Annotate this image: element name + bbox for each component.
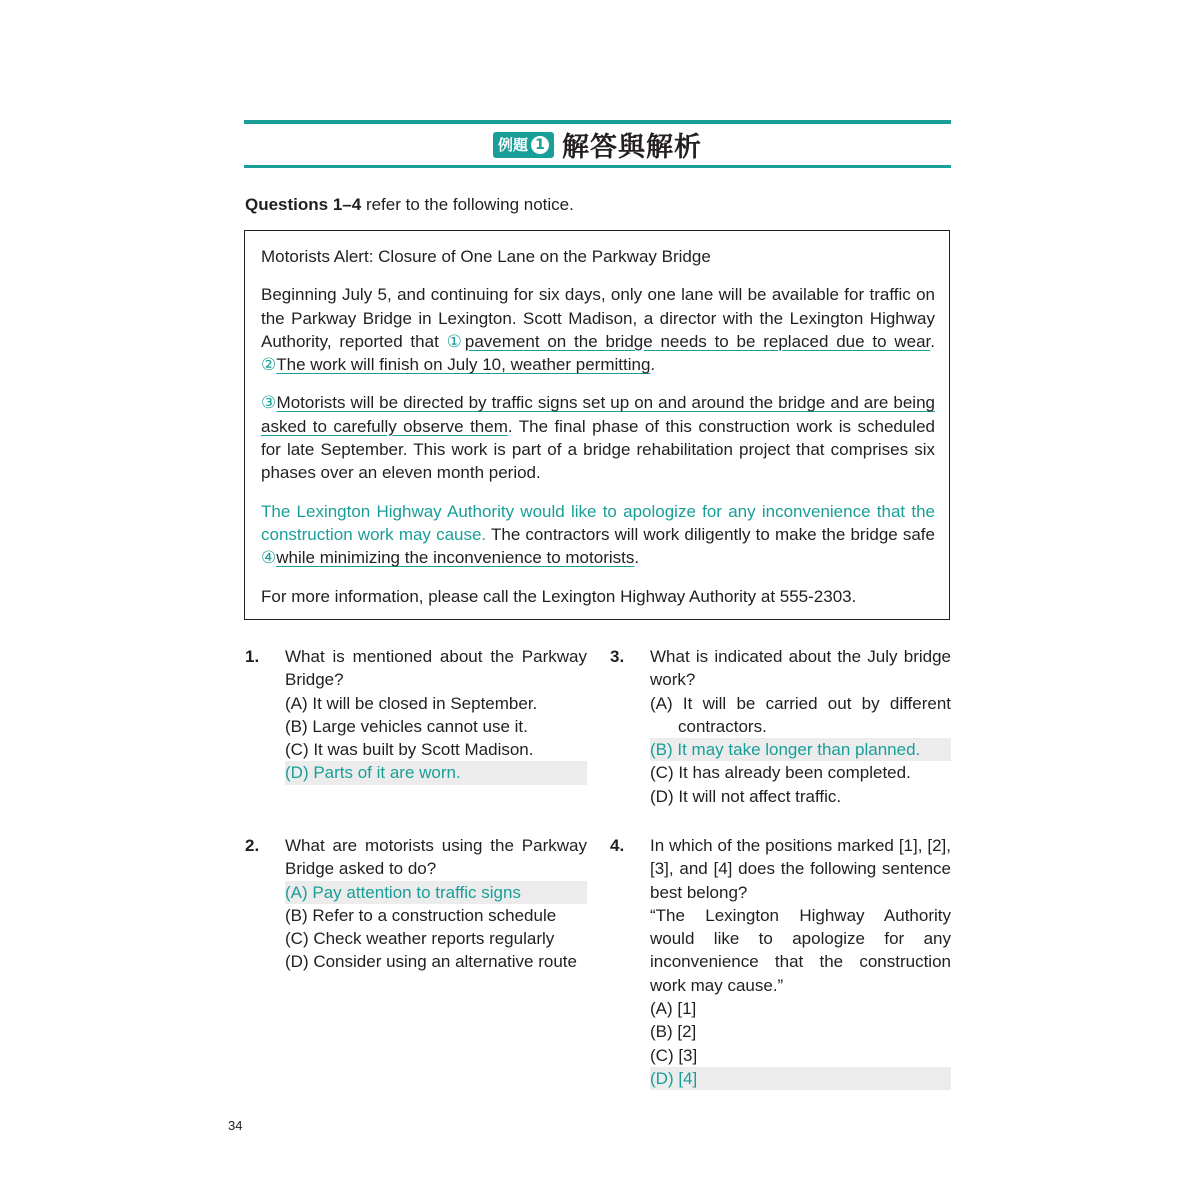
option-a-answer[interactable]: (A) Pay attention to traffic signs	[285, 881, 587, 904]
option-b[interactable]: (B) Refer to a construction schedule	[285, 905, 557, 925]
notice-paragraph-3: The Lexington Highway Authority would like to apologize for any inconvenience that the construction work may cause. The contractors will work diligently to make the bridge safe ④while minimizing the inconvenience to motorists.	[261, 501, 935, 568]
option-c[interactable]: (C) [3]	[650, 1045, 698, 1065]
option-a[interactable]: (A) It will be carried out by different contractors.	[650, 693, 951, 736]
option-d-answer[interactable]: (D) [4]	[650, 1067, 951, 1090]
notice-paragraph-1: Beginning July 5, and continuing for six days, only one lane will be available for traffic on the Parkway Bridge in Lexington. Scott Madison, a director with the Lexington Highway Authority, reported that ①pavement on the bridge needs to be replaced due to wear. ②The work will finish on July 10, weather permitting.	[261, 285, 935, 375]
section-title: 解答與解析	[562, 132, 702, 163]
notice-box	[244, 230, 950, 620]
underlined-clue-2: The work will finish on July 10, weather permitting	[276, 355, 651, 375]
example-badge-label: 例題	[497, 136, 528, 154]
question-number: 3.	[610, 647, 625, 666]
option-c[interactable]: (C) It has already been completed.	[650, 763, 911, 783]
notice-contact: For more information, please call the Lexington Highway Authority at 555-2303.	[261, 586, 857, 606]
questions-range: Questions 1–4	[245, 195, 362, 214]
marker-3: ③	[261, 393, 277, 413]
option-a[interactable]: (A) [1]	[650, 999, 697, 1019]
option-c[interactable]: (C) Check weather reports regularly	[285, 929, 555, 949]
question-number: 4.	[610, 836, 625, 855]
option-d[interactable]: (D) It will not affect traffic.	[650, 786, 842, 806]
option-b[interactable]: (B) Large vehicles cannot use it.	[285, 716, 528, 736]
underlined-clue-1: pavement on the bridge needs to be replaced due to wear	[464, 331, 931, 351]
question-number: 2.	[245, 836, 260, 855]
example-badge	[493, 132, 554, 158]
question-text: What are motorists using the Parkway Bridge asked to do?	[285, 836, 587, 879]
example-badge-number: 1	[531, 136, 549, 154]
option-b-answer[interactable]: (B) It may take longer than planned.	[650, 738, 951, 761]
marker-4: ④	[261, 548, 277, 568]
option-b[interactable]: (B) [2]	[650, 1022, 697, 1042]
underlined-clue-4: while minimizing the inconvenience to motorists	[276, 548, 635, 568]
question-text: What is mentioned about the Parkway Bridge?	[285, 647, 587, 690]
notice-paragraph-2: ③Motorists will be directed by traffic signs set up on and around the bridge and are being asked to carefully observe them. The final phase of this construction work is scheduled for late September. This work is part of a bridge rehabilitation project that comprises six phases over an eleven month period.	[261, 393, 935, 483]
underlined-clue-3: Motorists will be directed by traffic signs set up on and around the bridge and are being asked to carefully observe them	[261, 393, 935, 436]
notice-title: Motorists Alert: Closure of One Lane on the Parkway Bridge	[261, 247, 711, 266]
highlighted-sentence: The Lexington Highway Authority would like to apologize for any inconvenience that the construction work may cause.	[261, 501, 935, 544]
question-text: What is indicated about the July bridge work?	[650, 647, 951, 690]
quoted-sentence: “The Lexington Highway Authority would like to apologize for any inconvenience that the construction work may cause.”	[650, 905, 951, 995]
page-number: 34	[228, 1118, 243, 1133]
option-a[interactable]: (A) It will be closed in September.	[285, 693, 538, 713]
intro-rest: refer to the following notice.	[361, 195, 574, 214]
header-rule-bottom	[244, 165, 951, 168]
option-c[interactable]: (C) It was built by Scott Madison.	[285, 740, 534, 760]
marker-2: ②	[261, 355, 277, 375]
marker-1: ①	[446, 331, 465, 351]
section-header	[244, 124, 951, 165]
question-text: In which of the positions marked [1], [2], [3], and [4] does the following sentence best belong?	[650, 836, 951, 902]
question-number: 1.	[245, 647, 260, 666]
questions-intro	[245, 195, 574, 215]
option-d-answer[interactable]: (D) Parts of it are worn.	[285, 761, 587, 784]
option-d[interactable]: (D) Consider using an alternative route	[285, 952, 577, 972]
